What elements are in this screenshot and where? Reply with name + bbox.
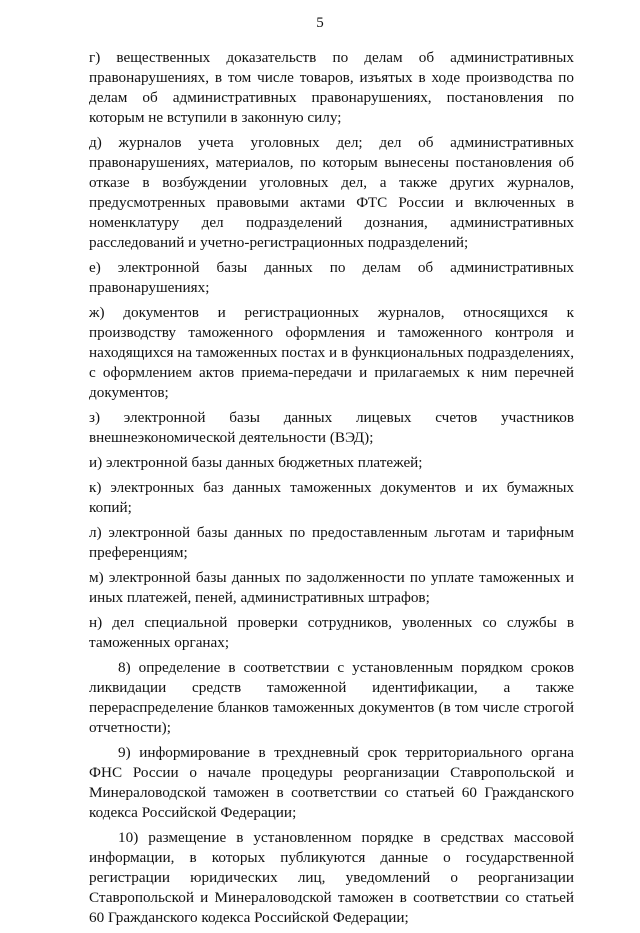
document-body <box>89 48 574 933</box>
list-item-d: д) журналов учета уголовных дел; дел об административных правонарушениях, материалов, по которым вынесены постановления об отказе в возбуждении уголовных дел, а также других журналов, предусмотренных правовыми актами ФТС России и включенных в номенклатуру дел подразделений дознания, административных расследований и учетно-регистрационных подразделений; <box>89 134 574 251</box>
numbered-item-8: 8) определение в соответствии с установленным порядком сроков ликвидации средств таможенной идентификации, а также перераспределение бланков таможенных документов (в том числе строгой отчетности); <box>89 659 574 736</box>
list-item-z: з) электронной базы данных лицевых счетов участников внешнеэкономической деятельности (ВЭД); <box>89 409 574 446</box>
numbered-item-9: 9) информирование в трехдневный срок территориального органа ФНС России о начале процедуры реорганизации Ставропольской и Минераловодской таможен в соответствии со статьей 60 Гражданского кодекса Российской Федерации; <box>89 744 574 821</box>
list-item-n: н) дел специальной проверки сотрудников, уволенных со службы в таможенных органах; <box>89 614 574 651</box>
list-item-e: е) электронной базы данных по делам об административных правонарушениях; <box>89 259 574 296</box>
list-item-l: л) электронной базы данных по предоставленным льготам и тарифным преференциям; <box>89 524 574 561</box>
numbered-item-10: 10) размещение в установленном порядке в средствах массовой информации, в которых публикуются данные о государственной регистрации юридических лиц, уведомлений о реорганизации Ставропольской и Минераловодской таможен в соответствии со статьей 60 Гражданского кодекса Российской Федерации; <box>89 829 574 926</box>
list-item-m: м) электронной базы данных по задолженности по уплате таможенных и иных платежей, пеней, административных штрафов; <box>89 569 574 606</box>
list-item-k: к) электронных баз данных таможенных документов и их бумажных копий; <box>89 479 574 516</box>
list-item-i: и) электронной базы данных бюджетных платежей; <box>89 454 423 471</box>
list-item-g: г) вещественных доказательств по делам об административных правонарушениях, в том числе товаров, изъятых в ходе производства по делам об административных правонарушениях, постановления по которым не вступили в законную силу; <box>89 49 574 126</box>
list-item-zh: ж) документов и регистрационных журналов, относящихся к производству таможенного оформления и таможенного контроля и находящихся на таможенных постах и в функциональных подразделениях, с оформлением актов приема-передачи и прилагаемых к ним перечней документов; <box>89 304 575 401</box>
page-number: 5 <box>316 15 324 31</box>
